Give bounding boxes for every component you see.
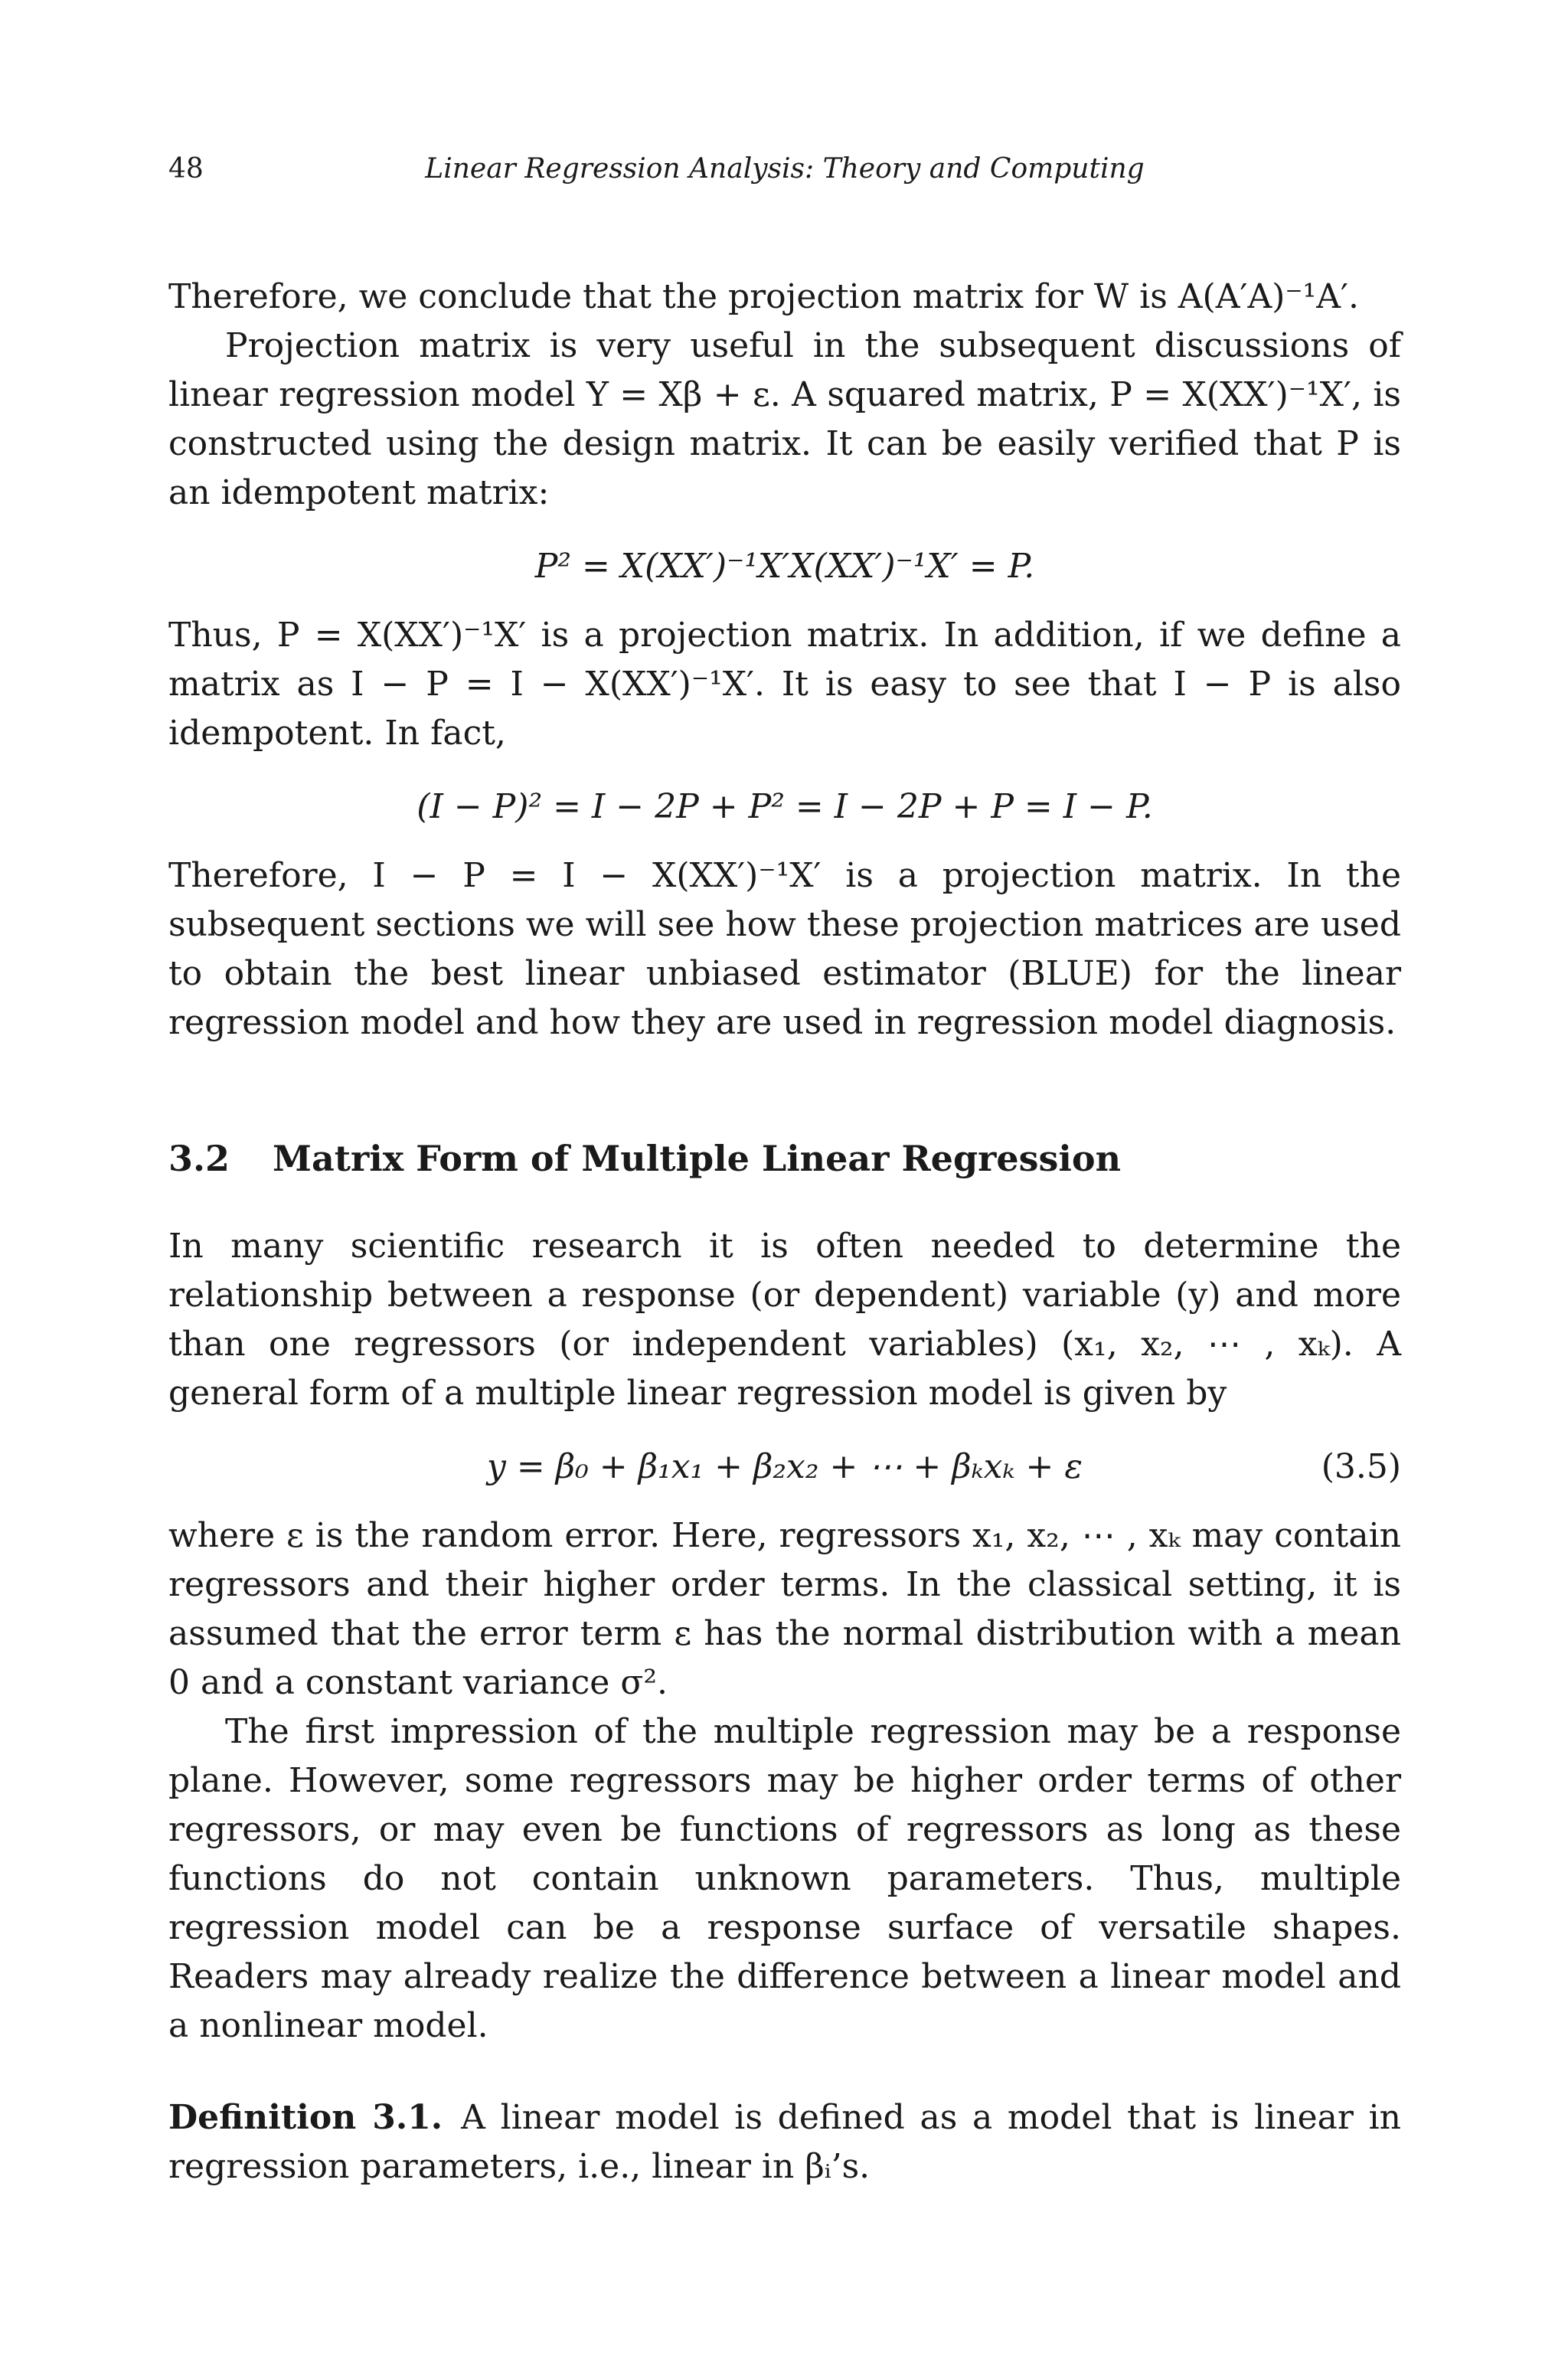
section-title: Matrix Form of Multiple Linear Regression — [273, 1138, 1122, 1179]
book-page — [168, 153, 1401, 2191]
equation-i-minus-p: (I − P)² = I − 2P + P² = I − 2P + P = I − P. — [416, 787, 1153, 826]
equation-3-5 — [168, 1443, 1401, 1492]
paragraph-projection-matrix: Projection matrix is very useful in the subsequent discussions of linear regression model Y = Xβ + ε. A squared matrix, P = X(XX′)⁻¹X′, is constructed using the design matrix. It can be easily verified that P is an idempotent matrix: — [168, 326, 1401, 512]
definition-label: Definition 3.1. — [168, 2098, 443, 2137]
paragraph-therefore: Therefore, I − P = I − X(XX′)⁻¹X′ is a projection matrix. In the subsequent sections we will see how these projection matrices are used to obtain the best linear unbiased estimator (BLUE) for the linear regression model and how they are used in regression model diagnosis. — [168, 856, 1401, 1042]
paragraph-intro: In many scientific research it is often needed to determine the relationship between a response (or dependent) variable (y) and more than one regressors (or independent variables) (x₁, x₂, ⋯ , xₖ). A general form of a multiple linear regression model is given by — [168, 1227, 1401, 1413]
running-header — [168, 153, 1401, 199]
running-title: Linear Regression Analysis: Theory and Computing — [425, 153, 1145, 185]
section-number: 3.2 — [168, 1138, 230, 1179]
paragraph-random-error: where ε is the random error. Here, regressors x₁, x₂, ⋯ , xₖ may contain regressors and their higher order terms. In the classical setting, it is assumed that the error term ε has the normal distribution with a mean 0 and a constant variance σ². — [168, 1516, 1401, 1702]
paragraph-thus: Thus, P = X(XX′)⁻¹X′ is a projection matrix. In addition, if we define a matrix as I − P = I − X(XX′)⁻¹X′. It is easy to see that I − P is also idempotent. In fact, — [168, 616, 1401, 753]
section-heading — [168, 1138, 1401, 1179]
paragraph-first-impression: The first impression of the multiple regression may be a response plane. However, some regressors may be higher order terms of other regressors, or may even be functions of regressors as long as these functions do not contain unknown parameters. Thus, multiple regression model can be a response surface of versatile shapes. Readers may already realize the difference between a linear model and a nonlinear model. — [168, 1712, 1401, 2045]
definition-text: A linear model is defined as a model that is linear in regression parameters, i.e., linear in βᵢ’s. — [168, 2098, 1402, 2186]
definition-3-1 — [168, 2093, 1401, 2191]
equation-3-5-body: y = β₀ + β₁x₁ + β₂x₂ + ⋯ + βₖxₖ + ε — [487, 1447, 1083, 1486]
paragraph-conclusion: Therefore, we conclude that the projection matrix for W is A(A′A)⁻¹A′. — [168, 277, 1360, 316]
page-number: 48 — [168, 153, 204, 185]
equation-number: (3.5) — [1321, 1447, 1401, 1486]
equation-idempotent: P² = X(XX′)⁻¹X′X(XX′)⁻¹X′ = P. — [534, 547, 1035, 586]
